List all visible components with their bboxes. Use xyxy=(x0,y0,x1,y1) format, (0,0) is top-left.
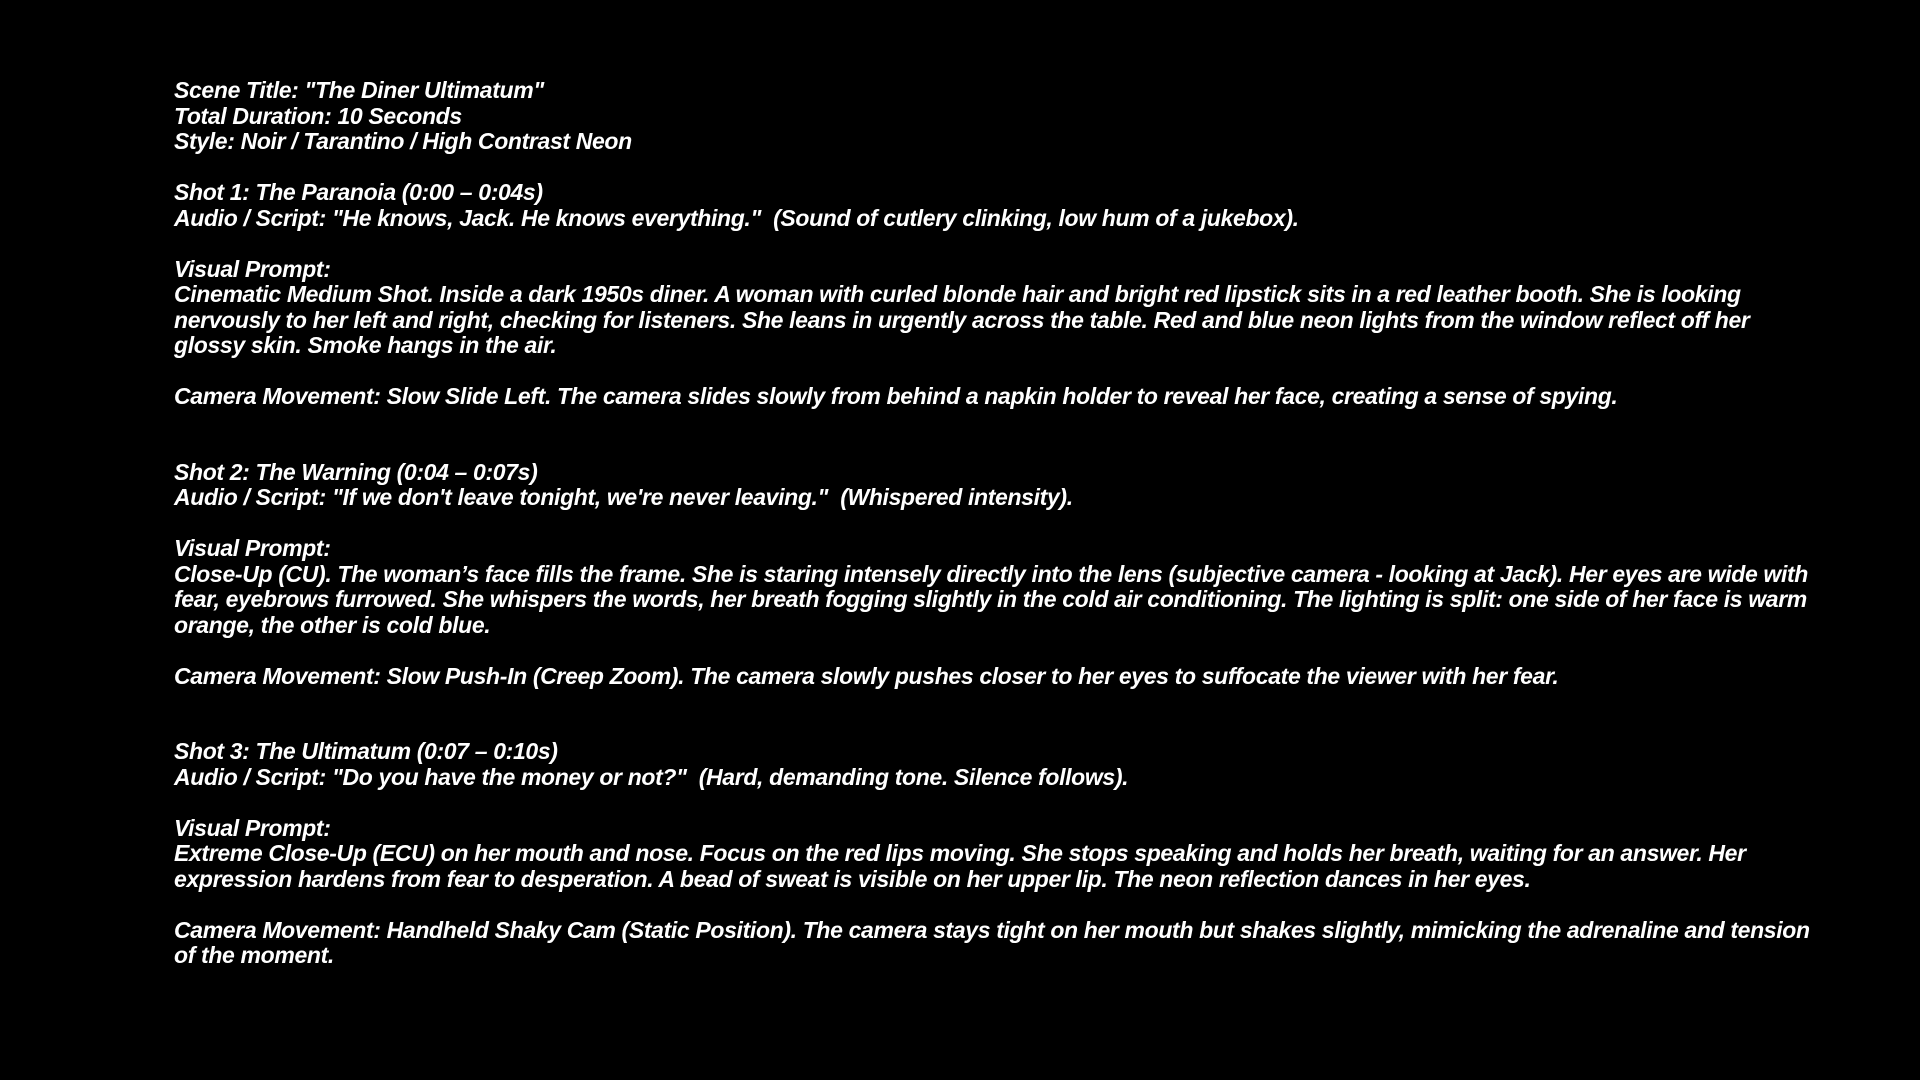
shot-audio: Audio / Script: "If we don't leave tonight, we're never leaving." (Whispered intensity). xyxy=(174,484,1073,510)
spacer xyxy=(174,511,1814,537)
shot-heading: Shot 3: The Ultimatum (0:07 – 0:10s) xyxy=(174,738,558,764)
spacer xyxy=(174,790,1814,816)
camera-movement: Camera Movement: Handheld Shaky Cam (Static Position). The camera stays tight on her mouth but shakes slightly, mimicking the adrenaline and tension of the moment. xyxy=(174,916,1816,968)
scene-title: Scene Title: "The Diner Ultimatum" xyxy=(174,77,544,103)
shot-heading: Shot 2: The Warning (0:04 – 0:07s) xyxy=(174,458,538,485)
spacer xyxy=(174,638,1814,664)
spacer xyxy=(174,155,1814,181)
spacer xyxy=(174,231,1814,257)
camera-movement: Camera Movement: Slow Slide Left. The camera slides slowly from behind a napkin holder to reveal her face, creating a sense of spying. xyxy=(174,383,1618,409)
visual-prompt-text: Cinematic Medium Shot. Inside a dark 1950s diner. A woman with curled blonde hair and bright red lipstick sits in a red leather booth. She is looking nervously to her left and right, checking for listeners. She leans in urgently across the table. Red and blue neon lights from the window reflect off her glossy skin. Smoke hangs in the air. xyxy=(174,281,1756,358)
total-duration: Total Duration: 10 Seconds xyxy=(174,102,462,129)
shot-audio: Audio / Script: "Do you have the money or not?" (Hard, demanding tone. Silence follows). xyxy=(174,763,1129,790)
visual-prompt-label: Visual Prompt: xyxy=(174,255,331,282)
visual-prompt-text: Close-Up (CU). The woman’s face fills the frame. She is staring intensely directly into the lens (subjective camera - looking at Jack). Her eyes are wide with fear, eyebrows furrowed. She whispers the words, her breath fogging slightly in the cold air conditioning. The lighting is split: one side of her face is warm orange, the other is cold blue. xyxy=(174,560,1815,638)
visual-prompt-label: Visual Prompt: xyxy=(174,814,331,841)
spacer xyxy=(174,359,1814,385)
spacer xyxy=(174,892,1814,918)
shot-heading: Shot 1: The Paranoia (0:00 – 0:04s) xyxy=(174,179,543,205)
visual-prompt-text: Extreme Close-Up (ECU) on her mouth and nose. Focus on the red lips moving. She stops speaking and holds her breath, waiting for an answer. Her expression hardens from fear to desperation. A bead of sweat is visible on her upper lip. The neon reflection dances in her eyes. xyxy=(174,840,1752,892)
spacer xyxy=(174,410,1814,460)
style-line: Style: Noir / Tarantino / High Contrast Neon xyxy=(174,128,632,154)
shot-audio: Audio / Script: "He knows, Jack. He knows everything." (Sound of cutlery clinking, low hum of a jukebox). xyxy=(174,204,1299,231)
spacer xyxy=(174,689,1814,739)
camera-movement: Camera Movement: Slow Push-In (Creep Zoom). The camera slowly pushes closer to her eyes to suffocate the viewer with her fear. xyxy=(174,662,1559,689)
script-document xyxy=(174,78,1814,969)
visual-prompt-label: Visual Prompt: xyxy=(174,535,331,561)
